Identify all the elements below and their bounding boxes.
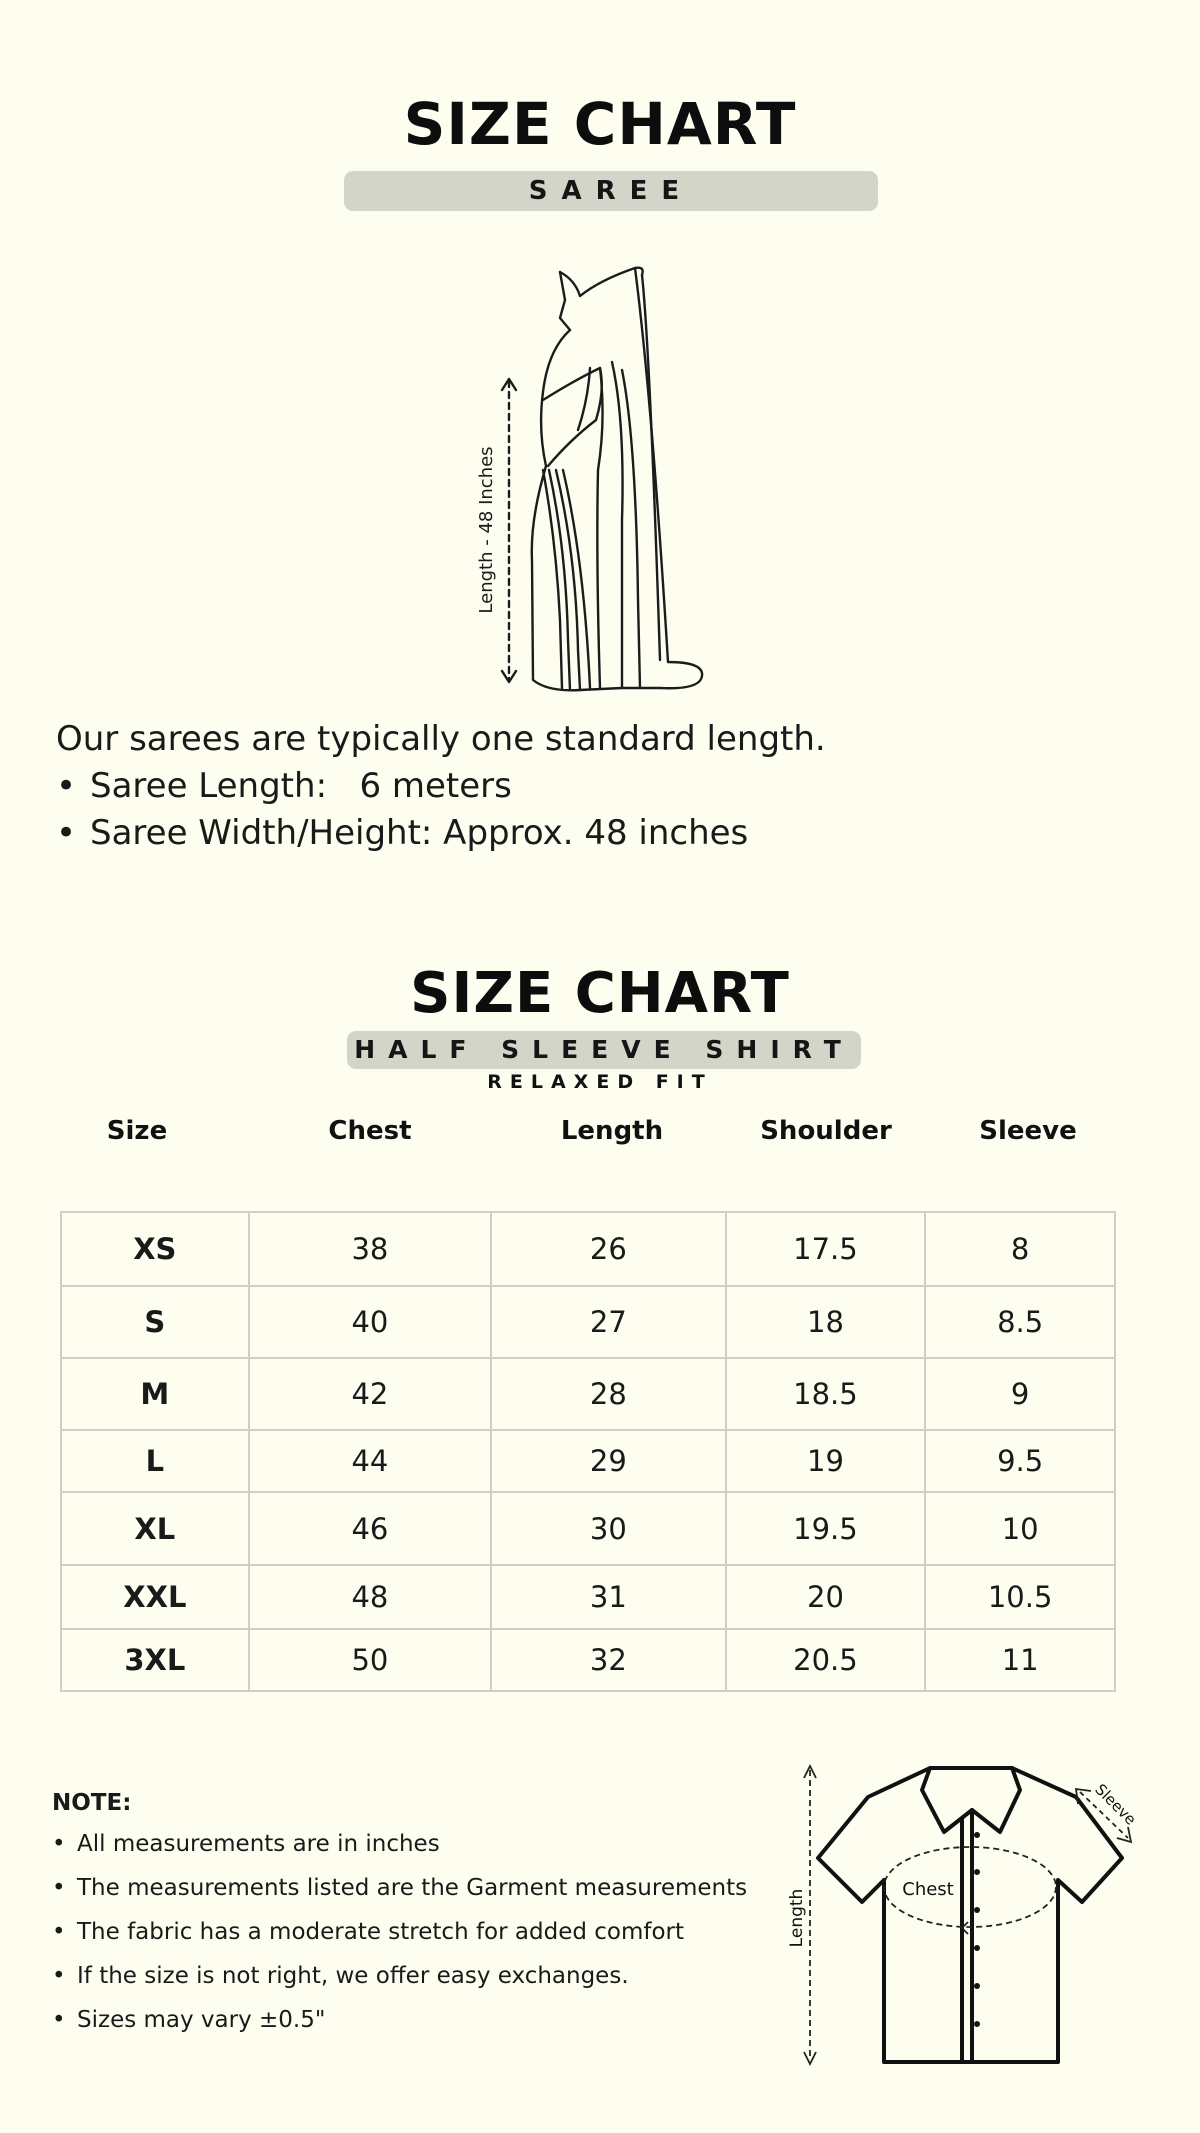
sleeve-cell: 8.5 [925, 1286, 1115, 1358]
shirt-measurement-diagram [780, 1755, 1150, 2070]
note-text: The measurements listed are the Garment measurements [77, 1875, 748, 1901]
notes-block [52, 1790, 747, 2042]
size-cell: M [61, 1358, 249, 1430]
saree-length-label: Length - 48 Inches [476, 446, 497, 614]
column-header-sleeve: Sleeve [979, 1116, 1077, 1146]
chest-cell: 40 [249, 1286, 491, 1358]
shoulder-cell: 20 [726, 1565, 926, 1629]
length-cell: 26 [491, 1212, 725, 1286]
column-header-shoulder: Shoulder [760, 1116, 892, 1146]
size-table [60, 1211, 1116, 1692]
length-cell: 32 [491, 1629, 725, 1691]
shirt-size-chart-title: SIZE CHART [410, 961, 790, 1026]
diagram-length-label: Length [787, 1888, 807, 1948]
size-cell: XXL [61, 1565, 249, 1629]
shoulder-cell: 18.5 [726, 1358, 926, 1430]
note-text: The fabric has a moderate stretch for added comfort [77, 1919, 685, 1945]
column-header-length: Length [560, 1116, 664, 1146]
table-row [61, 1565, 1115, 1629]
chest-cell: 44 [249, 1430, 491, 1492]
sleeve-cell: 9.5 [925, 1430, 1115, 1492]
chest-cell: 48 [249, 1565, 491, 1629]
table-row [61, 1286, 1115, 1358]
size-cell: XL [61, 1492, 249, 1565]
size-cell: L [61, 1430, 249, 1492]
shoulder-cell: 18 [726, 1286, 926, 1358]
chest-cell: 42 [249, 1358, 491, 1430]
shoulder-cell: 19 [726, 1430, 926, 1492]
sleeve-cell: 10.5 [925, 1565, 1115, 1629]
note-text: Sizes may vary ±0.5" [77, 2007, 326, 2033]
note-text: If the size is not right, we offer easy exchanges. [77, 1963, 629, 1989]
saree-size-chart-title: SIZE CHART [403, 90, 797, 158]
table-row [61, 1430, 1115, 1492]
size-cell: 3XL [61, 1629, 249, 1691]
sleeve-cell: 9 [925, 1358, 1115, 1430]
saree-subtitle-pill: SAREE [344, 171, 878, 211]
note-text: All measurements are in inches [77, 1831, 440, 1857]
length-cell: 30 [491, 1492, 725, 1565]
column-header-size: Size [106, 1116, 168, 1146]
saree-bullet [56, 810, 826, 857]
fit-caption: RELAXED FIT [487, 1071, 713, 1093]
table-row [61, 1629, 1115, 1691]
length-cell: 29 [491, 1430, 725, 1492]
table-row [61, 1492, 1115, 1565]
sleeve-cell: 8 [925, 1212, 1115, 1286]
length-cell: 28 [491, 1358, 725, 1430]
saree-illustration [460, 262, 720, 696]
shoulder-cell: 20.5 [726, 1629, 926, 1691]
saree-width-text: Saree Width/Height: Approx. 48 inches [90, 813, 749, 853]
bullet-dot: • [56, 813, 77, 853]
note-item: • All measurements are in inches [52, 1822, 747, 1866]
shoulder-cell: 17.5 [726, 1212, 926, 1286]
sleeve-cell: 11 [925, 1629, 1115, 1691]
chest-cell: 46 [249, 1492, 491, 1565]
shirt-subtitle-pill: HALF SLEEVE SHIRT [347, 1031, 861, 1069]
note-item: • If the size is not right, we offer easy exchanges. [52, 1954, 747, 1998]
sleeve-cell: 10 [925, 1492, 1115, 1565]
shoulder-cell: 19.5 [726, 1492, 926, 1565]
size-cell: XS [61, 1212, 249, 1286]
note-title: NOTE: [52, 1790, 132, 1816]
diagram-chest-label: Chest [902, 1879, 954, 1900]
length-cell: 31 [491, 1565, 725, 1629]
saree-intro-block [56, 716, 826, 857]
note-item: • Sizes may vary ±0.5" [52, 1998, 747, 2042]
size-cell: S [61, 1286, 249, 1358]
chest-cell: 50 [249, 1629, 491, 1691]
length-cell: 27 [491, 1286, 725, 1358]
diagram-sleeve-label: Sleeve [1091, 1780, 1140, 1829]
chest-cell: 38 [249, 1212, 491, 1286]
saree-length-text: Saree Length: 6 meters [90, 766, 512, 806]
bullet-dot: • [56, 766, 77, 806]
saree-intro-text: Our sarees are typically one standard length. [56, 719, 826, 759]
column-header-chest: Chest [328, 1116, 412, 1146]
saree-bullet [56, 763, 826, 810]
note-item: • The measurements listed are the Garment measurements [52, 1866, 747, 1910]
table-row [61, 1358, 1115, 1430]
note-item: • The fabric has a moderate stretch for added comfort [52, 1910, 747, 1954]
table-row [61, 1212, 1115, 1286]
